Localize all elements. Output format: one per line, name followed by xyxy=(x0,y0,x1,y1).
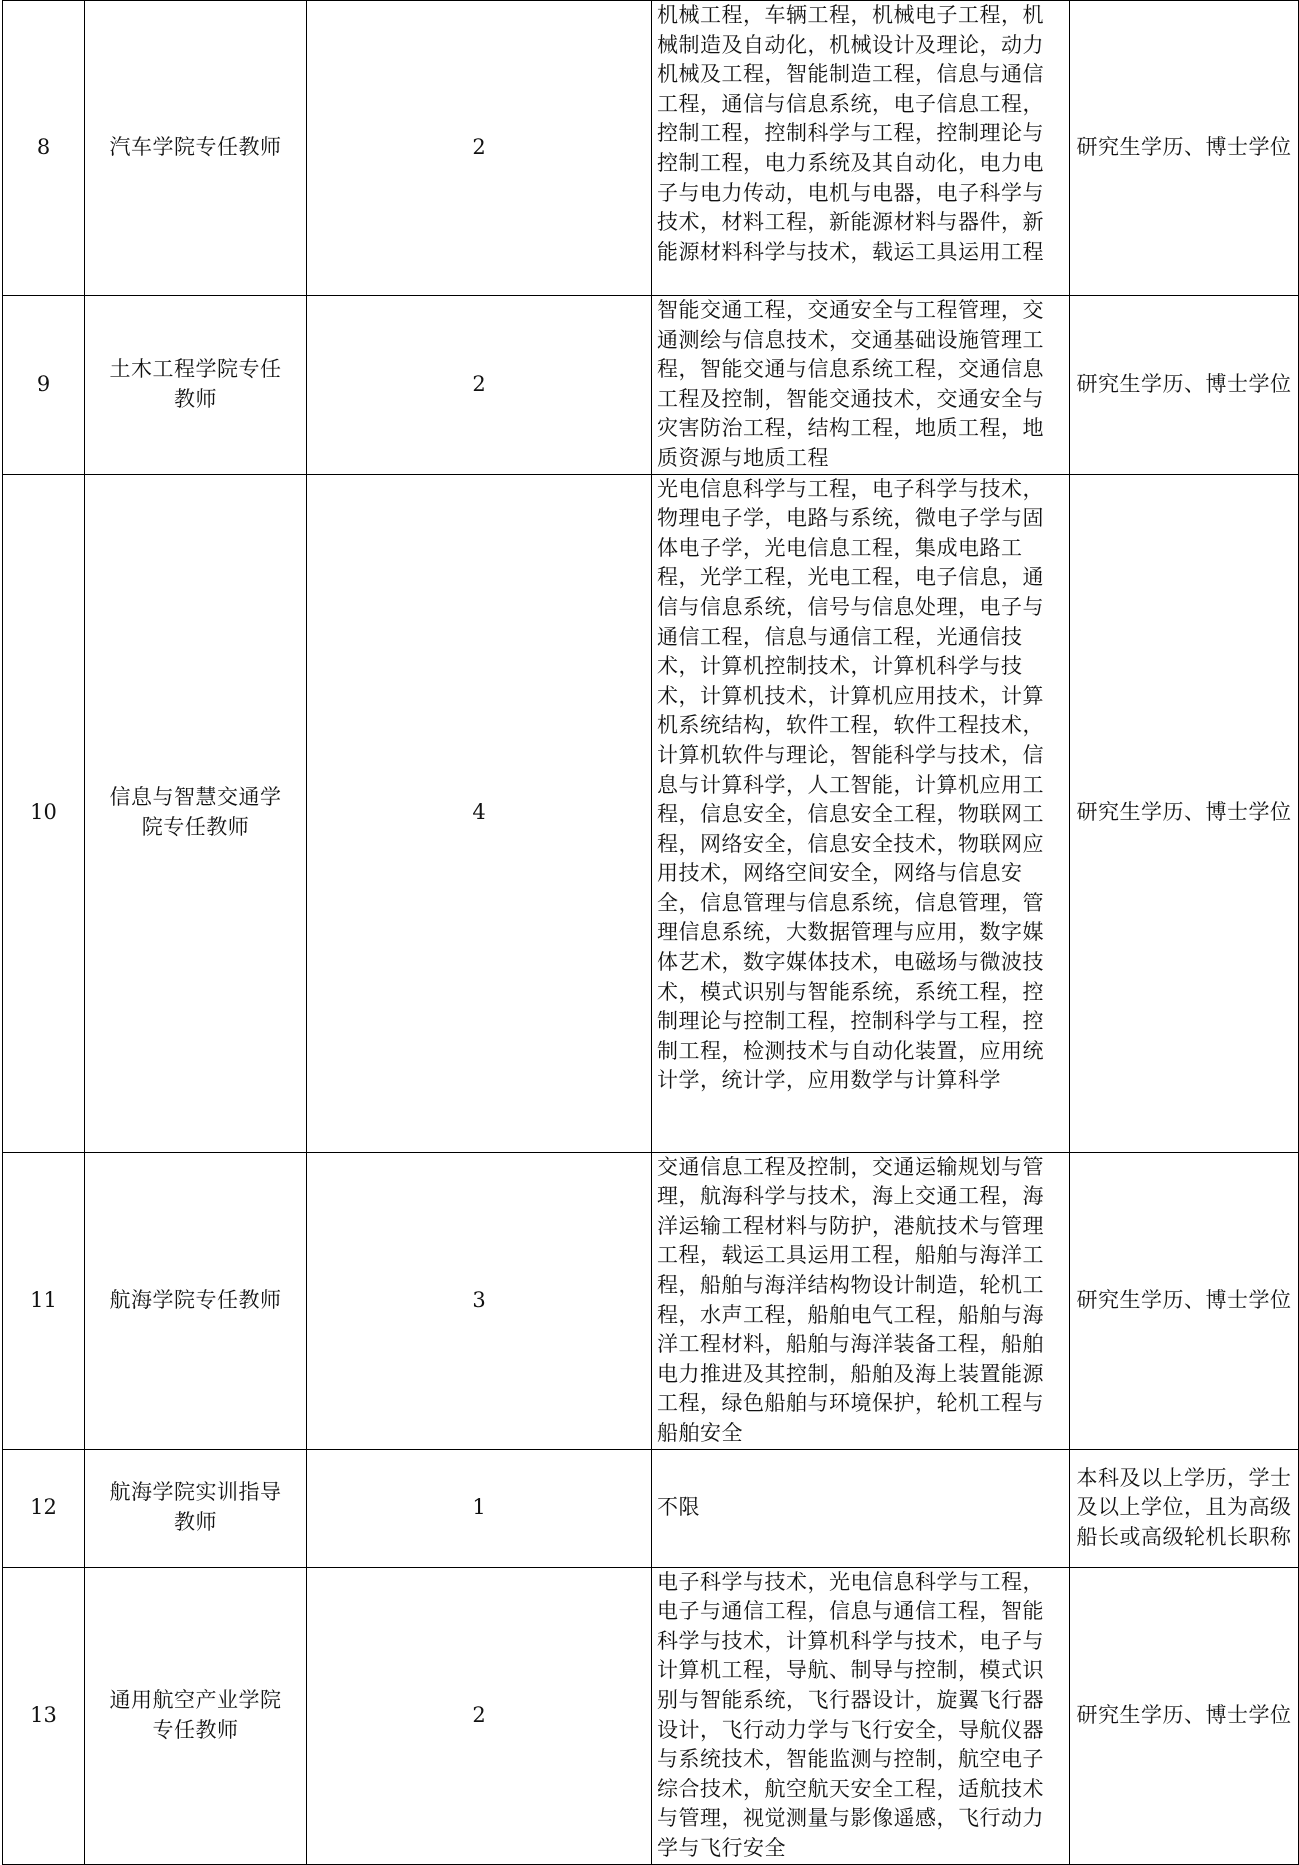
table-row xyxy=(3,1,1299,296)
row-number: 11 xyxy=(3,1152,85,1449)
major-requirements: 不限 xyxy=(652,1449,1070,1567)
headcount: 2 xyxy=(307,1567,652,1864)
headcount: 2 xyxy=(307,296,652,475)
table-row xyxy=(3,1152,1299,1449)
education-requirement: 研究生学历、博士学位 xyxy=(1070,474,1299,1152)
major-requirements: 机械工程，车辆工程，机械电子工程，机械制造及自动化，机械设计及理论，动力机械及工程，智能制造工程，信息与通信工程，通信与信息系统，电子信息工程，控制工程，控制科学与工程，控制理论与控制工程，电力系统及其自动化，电力电子与电力传动，电机与电器，电子科学与技术，材料工程，新能源材料与器件，新能源材料科学与技术，载运工具运用工程 xyxy=(652,1,1070,296)
row-number: 8 xyxy=(3,1,85,296)
row-number: 10 xyxy=(3,474,85,1152)
position-name: 通用航空产业学院专任教师 xyxy=(85,1567,307,1864)
position-name: 信息与智慧交通学院专任教师 xyxy=(85,474,307,1152)
major-requirements: 交通信息工程及控制，交通运输规划与管理，航海科学与技术，海上交通工程，海洋运输工程材料与防护，港航技术与管理工程，载运工具运用工程，船舶与海洋工程，船舶与海洋结构物设计制造，轮机工程，水声工程，船舶电气工程，船舶与海洋工程材料，船舶与海洋装备工程，船舶电力推进及其控制，船舶及海上装置能源工程，绿色船舶与环境保护，轮机工程与船舶安全 xyxy=(652,1152,1070,1449)
education-requirement: 研究生学历、博士学位 xyxy=(1070,1152,1299,1449)
table-row xyxy=(3,474,1299,1152)
row-number: 9 xyxy=(3,296,85,475)
position-name: 航海学院实训指导教师 xyxy=(85,1449,307,1567)
headcount: 1 xyxy=(307,1449,652,1567)
table-row xyxy=(3,296,1299,475)
major-requirements: 电子科学与技术，光电信息科学与工程，电子与通信工程，信息与通信工程，智能科学与技术，计算机科学与技术，电子与计算机工程，导航、制导与控制，模式识别与智能系统，飞行器设计，旋翼飞行器设计，飞行动力学与飞行安全，导航仪器与系统技术，智能监测与控制，航空电子综合技术，航空航天安全工程，适航技术与管理，视觉测量与影像遥感，飞行动力学与飞行安全 xyxy=(652,1567,1070,1864)
headcount: 3 xyxy=(307,1152,652,1449)
major-requirements: 智能交通工程，交通安全与工程管理，交通测绘与信息技术，交通基础设施管理工程，智能交通与信息系统工程，交通信息工程及控制，智能交通技术，交通安全与灾害防治工程，结构工程，地质工程，地质资源与地质工程 xyxy=(652,296,1070,475)
row-number: 12 xyxy=(3,1449,85,1567)
education-requirement: 研究生学历、博士学位 xyxy=(1070,1,1299,296)
education-requirement: 研究生学历、博士学位 xyxy=(1070,296,1299,475)
education-requirement: 研究生学历、博士学位 xyxy=(1070,1567,1299,1864)
headcount: 4 xyxy=(307,474,652,1152)
table-row xyxy=(3,1449,1299,1567)
major-requirements: 光电信息科学与工程，电子科学与技术，物理电子学，电路与系统，微电子学与固体电子学，光电信息工程，集成电路工程，光学工程，光电工程，电子信息，通信与信息系统，信号与信息处理，电子与通信工程，信息与通信工程，光通信技术，计算机控制技术，计算机科学与技术，计算机技术，计算机应用技术，计算机系统结构，软件工程，软件工程技术，计算机软件与理论，智能科学与技术，信息与计算科学，人工智能，计算机应用工程，信息安全，信息安全工程，物联网工程，网络安全，信息安全技术，物联网应用技术，网络空间安全，网络与信息安全，信息管理与信息系统，信息管理，管理信息系统，大数据管理与应用，数字媒体艺术，数字媒体技术，电磁场与微波技术，模式识别与智能系统，系统工程，控制理论与控制工程，控制科学与工程，控制工程，检测技术与自动化装置，应用统计学，统计学，应用数学与计算科学 xyxy=(652,474,1070,1152)
table-row xyxy=(3,1567,1299,1864)
education-requirement: 本科及以上学历，学士及以上学位，且为高级船长或高级轮机长职称 xyxy=(1070,1449,1299,1567)
recruitment-table xyxy=(2,0,1299,1865)
row-number: 13 xyxy=(3,1567,85,1864)
position-name: 航海学院专任教师 xyxy=(85,1152,307,1449)
position-name: 土木工程学院专任教师 xyxy=(85,296,307,475)
headcount: 2 xyxy=(307,1,652,296)
position-name: 汽车学院专任教师 xyxy=(85,1,307,296)
